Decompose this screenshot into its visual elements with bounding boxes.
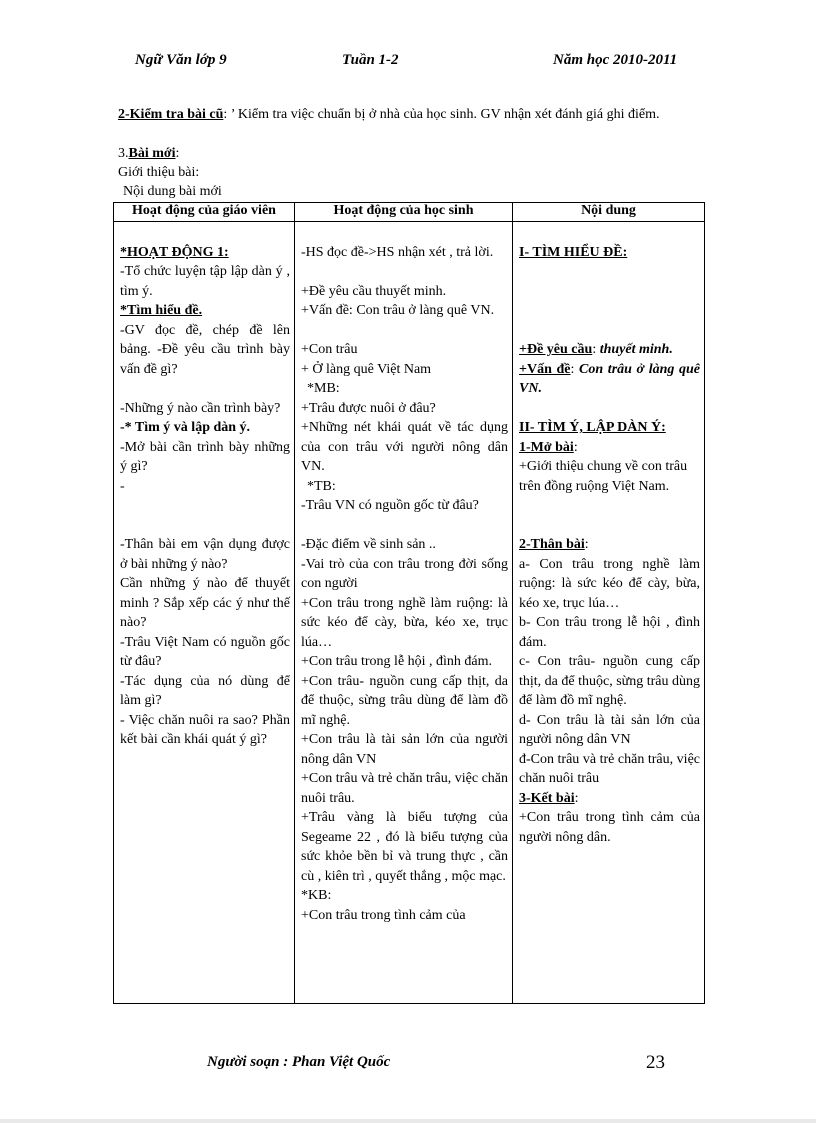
intro-label: 1-Mở bài bbox=[519, 439, 574, 455]
requirement-colon: : bbox=[592, 342, 597, 357]
requirement-line bbox=[519, 340, 700, 360]
body-colon: : bbox=[584, 537, 589, 552]
page-bottom-edge bbox=[0, 1119, 816, 1123]
new-lesson-suffix: : bbox=[175, 146, 180, 161]
header-content: Nội dung bbox=[513, 203, 705, 222]
student-line: +Con trâu là tài sản lớn của người nông dân VN bbox=[301, 732, 508, 767]
content-line: +Con trâu trong tình cảm của người nông dân. bbox=[519, 810, 700, 845]
section-1-title: I- TÌM HIỂU ĐỀ: bbox=[519, 244, 628, 260]
teacher-line: *HOẠT ĐỘNG 1: bbox=[120, 244, 229, 260]
content-line: c- Con trâu- nguồn cung cấp thịt, da để thuộc, sừng trâu dùng để làm đồ mĩ nghệ. bbox=[519, 654, 701, 708]
teacher-line bbox=[120, 516, 290, 536]
student-line bbox=[301, 262, 508, 282]
new-lesson-prefix: 3. bbox=[118, 146, 129, 161]
student-line: -Trâu VN có nguồn gốc từ đâu? bbox=[301, 498, 479, 513]
teacher-line: -Tác dụng của nó dùng để làm gì? bbox=[120, 673, 290, 708]
student-line: +Con trâu trong lễ hội , đình đám. bbox=[301, 654, 493, 669]
lesson-table bbox=[113, 202, 705, 1004]
header-teacher: Hoạt động của giáo viên bbox=[114, 203, 295, 222]
teacher-line: Cần những ý nào để thuyết minh ? Sắp xếp các ý như thế nào? bbox=[120, 576, 290, 630]
teacher-line: - bbox=[120, 478, 125, 494]
new-lesson-label: Bài mới bbox=[128, 146, 176, 161]
student-column bbox=[295, 222, 513, 1004]
old-lesson-check bbox=[118, 106, 688, 124]
content-line: Nội dung bài mới bbox=[123, 184, 222, 199]
student-line bbox=[301, 516, 508, 536]
body-label: 2-Thân bài bbox=[519, 537, 585, 552]
teacher-line: -Mở bài cần trình bày những ý gì? bbox=[120, 439, 290, 474]
teacher-column bbox=[114, 222, 295, 1004]
old-lesson-check-label: 2-Kiểm tra bài cũ bbox=[118, 107, 224, 122]
requirement-value: thuyết minh. bbox=[599, 342, 673, 357]
student-line: +Đề yêu cầu thuyết minh. bbox=[301, 283, 447, 299]
teacher-line bbox=[120, 223, 290, 243]
student-line: *MB: bbox=[307, 381, 340, 396]
old-lesson-check-text: : ’ Kiểm tra việc chuẩn bị ở nhà của học sinh. GV nhận xét đánh giá ghi điểm. bbox=[223, 107, 660, 122]
requirement-label: +Đề yêu cầu bbox=[519, 342, 593, 357]
page-number: 23 bbox=[646, 1052, 665, 1073]
content-line: d- Con trâu là tài sản lớn của người nông dân VN bbox=[519, 712, 700, 747]
student-line: +Con trâu và trẻ chăn trâu, việc chăn nuôi trâu. bbox=[301, 771, 508, 806]
teacher-line bbox=[120, 379, 290, 399]
conclusion-heading bbox=[519, 789, 700, 809]
student-line: +Trâu vàng là biểu tượng của Segeame 22 , đó là biểu tượng của sức khỏe bền bỉ và trung thực , cần cù , kiên trì , quyết thắng , mộc mạc. bbox=[301, 810, 508, 884]
intro-colon: : bbox=[573, 439, 578, 455]
teacher-line: -Tổ chức luyện tập lập dàn ý , tìm ý. bbox=[120, 264, 290, 299]
content-line: +Giới thiệu chung về con trâu bbox=[519, 459, 688, 474]
intro-heading bbox=[519, 438, 700, 458]
content-column bbox=[513, 222, 705, 1004]
header-student: Hoạt động của học sinh bbox=[295, 203, 513, 222]
teacher-line: -GV đọc đề, chép đề lên bảng. -Đề yêu cầu trình bày vấn đề gì? bbox=[120, 322, 290, 377]
new-lesson-heading bbox=[118, 145, 688, 163]
student-line: -Đặc điểm về sinh sản .. bbox=[301, 537, 436, 552]
content-line: đ-Con trâu và trẻ chăn trâu, việc chăn nuôi trâu bbox=[519, 751, 700, 786]
header-subject: Ngữ Văn lớp 9 bbox=[135, 52, 227, 68]
intro-line: Giới thiệu bài: bbox=[118, 165, 200, 180]
table-body-row bbox=[114, 222, 705, 1004]
student-line: +Con trâu trong tình cảm của bbox=[301, 907, 466, 923]
content-line: a- Con trâu trong nghề làm ruộng: là sức kéo để cày, bừa, kéo xe, trục lúa… bbox=[519, 556, 700, 611]
student-line bbox=[301, 321, 508, 341]
student-line: +Những nét khái quát về tác dụng của con trâu với người nông dân VN. bbox=[301, 420, 508, 474]
header-school-year: Năm học 2010-2011 bbox=[553, 52, 678, 68]
issue-colon: : bbox=[570, 361, 575, 377]
header-week: Tuần 1-2 bbox=[342, 52, 399, 68]
issue-label: +Vấn đề bbox=[519, 361, 571, 377]
teacher-line: *Tìm hiểu đề. bbox=[120, 303, 203, 318]
conclusion-colon: : bbox=[574, 790, 579, 806]
student-line: +Trâu được nuôi ở đâu? bbox=[301, 400, 436, 416]
issue-value: Con trâu ở làng quê VN. bbox=[519, 361, 701, 396]
student-line: + Ở làng quê Việt Nam bbox=[301, 361, 432, 377]
teacher-line: - Việc chăn nuôi ra sao? Phần kết bài cần khái quát ý gì? bbox=[120, 712, 290, 747]
content-line: b- Con trâu trong lễ hội , đình đám. bbox=[519, 615, 700, 650]
student-line: -HS đọc đề->HS nhận xét , trả lời. bbox=[301, 244, 494, 260]
issue-line bbox=[519, 360, 700, 399]
student-line: *KB: bbox=[301, 888, 332, 903]
teacher-line: -* Tìm ý và lập dàn ý. bbox=[120, 420, 251, 435]
content-line: trên đồng ruộng Việt Nam. bbox=[519, 478, 670, 494]
body-heading bbox=[519, 535, 700, 555]
student-line: *TB: bbox=[307, 478, 336, 494]
teacher-line: -Thân bài em vận dụng được ở bài những ý nào? bbox=[120, 537, 290, 572]
conclusion-label: 3-Kết bài bbox=[519, 790, 575, 806]
student-line: -Vai trò của con trâu trong đời sống con người bbox=[301, 556, 508, 591]
teacher-line bbox=[120, 496, 290, 516]
footer-author: Người soạn : Phan Việt Quốc bbox=[207, 1054, 391, 1070]
student-line: +Vấn đề: Con trâu ở làng quê VN. bbox=[301, 303, 495, 318]
student-line: +Con trâu trong nghề làm ruộng: là sức kéo để cày, bừa, kéo xe, trục lúa… bbox=[301, 595, 508, 650]
student-line bbox=[301, 223, 508, 243]
table-header-row bbox=[114, 203, 705, 222]
teacher-line: -Trâu Việt Nam có nguồn gốc từ đâu? bbox=[120, 634, 290, 669]
student-line: +Con trâu- nguồn cung cấp thịt, da để thuộc, sừng trâu dùng để làm đồ mĩ nghệ. bbox=[301, 673, 508, 728]
student-line: +Con trâu bbox=[301, 342, 358, 357]
teacher-line: -Những ý nào cần trình bày? bbox=[120, 400, 281, 416]
section-2-title: II- TÌM Ý, LẬP DÀN Ý: bbox=[519, 420, 666, 435]
